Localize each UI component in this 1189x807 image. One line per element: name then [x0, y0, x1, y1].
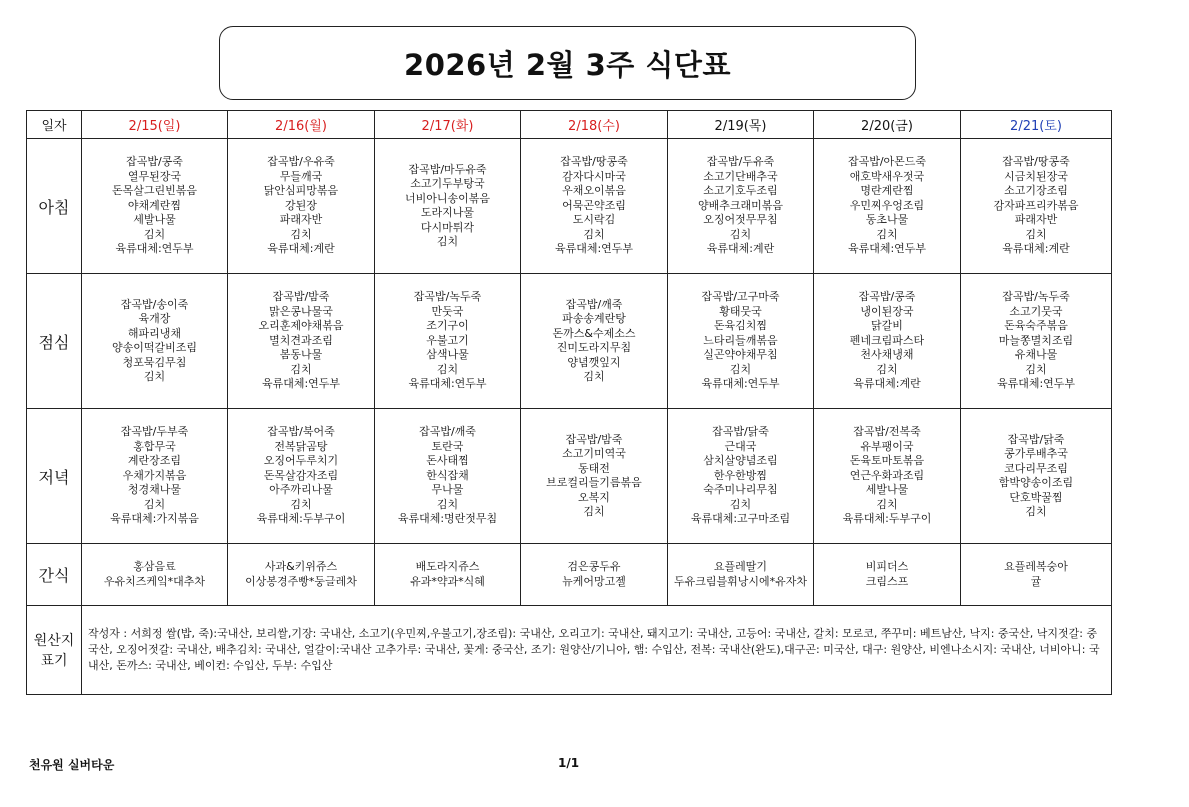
- menu-item: 육류대체:연두부: [996, 377, 1076, 391]
- snack-cell: [228, 544, 375, 606]
- menu-cell: [375, 274, 521, 409]
- menu-item: 연근우화과조림: [849, 468, 925, 482]
- menu-item: 무나물: [431, 483, 464, 497]
- menu-item: 냉이된장국: [860, 304, 914, 318]
- snack-cell: [375, 544, 521, 606]
- menu-item: 김치: [876, 362, 898, 376]
- menu-item: 잡곡밥/고구마죽: [701, 290, 780, 304]
- menu-item: 잡곡밥/전복죽: [853, 425, 921, 439]
- menu-item: 잡곡밥/콩죽: [126, 155, 183, 169]
- menu-item: 김치: [583, 505, 605, 518]
- menu-item: 멸치견과조림: [269, 333, 333, 347]
- menu-cell: [961, 274, 1112, 409]
- menu-item: 잡곡밥/북어죽: [267, 425, 335, 439]
- menu-item: 육류대체:연두부: [261, 377, 341, 391]
- menu-item: 육류대체:연두부: [847, 242, 927, 256]
- menu-item: 만둣국: [431, 304, 464, 318]
- menu-cell: [82, 409, 228, 544]
- date-label: 일자: [27, 111, 82, 139]
- origin-row: [27, 606, 1112, 695]
- snack-item: 비피더스: [865, 560, 909, 573]
- snack-cell: [814, 544, 961, 606]
- menu-cell: [814, 139, 961, 274]
- menu-cell: [82, 139, 228, 274]
- snack-item: 사과&키위쥬스: [264, 560, 338, 573]
- menu-item: 다시마튀각: [420, 220, 475, 234]
- menu-item: 육류대체:연두부: [554, 242, 634, 256]
- menu-item: 강된장: [285, 198, 317, 212]
- menu-item: 시금치된장국: [1004, 169, 1068, 183]
- snack-item: 유과*약과*식혜: [410, 574, 485, 588]
- menu-item: 도시락김: [572, 213, 616, 227]
- menu-item: 돈목살그린빈볶음: [111, 184, 197, 198]
- day-header: 2/18(수): [521, 111, 668, 139]
- menu-item: 청포묵김무침: [122, 355, 187, 369]
- menu-item: 소고기미역국: [562, 447, 626, 460]
- menu-item: 김치: [143, 227, 166, 241]
- menu-item: 세발나물: [865, 483, 909, 497]
- menu-item: 맑은콩나물국: [269, 304, 333, 318]
- menu-item: 황태뭇국: [719, 304, 762, 318]
- snack-item: 홍삼음료: [133, 560, 176, 573]
- day-header: 2/20(금): [814, 111, 961, 139]
- menu-item: 우채가지볶음: [122, 468, 187, 482]
- menu-item: 육류대체:계란: [706, 242, 775, 256]
- meal-label: 점심: [27, 274, 82, 409]
- snack-item: 뉴케어망고젤: [562, 574, 626, 588]
- day-header: 2/16(월): [228, 111, 375, 139]
- menu-item: 무들깨국: [279, 169, 323, 183]
- menu-cell: [228, 274, 375, 409]
- menu-item: 닭안심피망볶음: [263, 184, 339, 198]
- menu-table: [26, 110, 1112, 695]
- menu-item: 소고기뭇국: [1009, 304, 1063, 318]
- menu-item: 실곤약야채무침: [703, 348, 778, 362]
- menu-item: 김치: [1025, 227, 1047, 241]
- menu-item: 돈육숙주볶음: [1004, 319, 1068, 333]
- menu-cell: [961, 409, 1112, 544]
- snack-item: 배도라지쥬스: [415, 560, 480, 573]
- menu-item: 육류대체:연두부: [701, 377, 780, 391]
- menu-item: 우민찌우엉조림: [849, 198, 925, 212]
- menu-item: 육류대체:연두부: [115, 242, 194, 256]
- menu-item: 잡곡밥/아몬드죽: [847, 155, 927, 169]
- menu-item: 돈까스&수제소스: [552, 326, 636, 340]
- menu-item: 김치: [436, 362, 459, 376]
- menu-item: 소고기두부탕국: [410, 177, 485, 190]
- menu-item: 브로컬리들기름볶음: [546, 476, 642, 489]
- menu-item: 토란국: [431, 439, 464, 453]
- menu-item: 동초나물: [865, 213, 909, 227]
- menu-item: 돈사태찜: [426, 454, 469, 468]
- menu-item: 육류대체:고구마조림: [690, 512, 791, 526]
- menu-cell: [521, 409, 668, 544]
- menu-item: 감자파프리카볶음: [993, 198, 1079, 212]
- origin-label: 원산지 표기: [27, 606, 82, 695]
- menu-item: 코다리무조림: [1004, 461, 1068, 475]
- menu-item: 육류대체:명란젓무침: [397, 512, 498, 526]
- menu-cell: [814, 274, 961, 409]
- menu-item: 잡곡밥/밤죽: [272, 290, 330, 304]
- menu-item: 김치: [1025, 362, 1047, 376]
- menu-item: 돈목살감자조림: [263, 468, 339, 482]
- menu-item: 소고기단배추국: [703, 169, 778, 183]
- menu-item: 김치: [729, 227, 752, 241]
- menu-item: 열무된장국: [127, 169, 182, 183]
- menu-item: 김치: [143, 370, 166, 383]
- menu-item: 육개장: [138, 312, 171, 325]
- menu-item: 오리훈제야채볶음: [258, 319, 344, 333]
- menu-item: 전복닭곰탕: [274, 439, 328, 453]
- origin-text: 작성자 : 서희정 쌀(밥, 죽):국내산, 보리쌀,기장: 국내산, 소고기(우민찌,우불고기,장조림): 국내산, 오리고기: 국내산, 돼지고기: 국내산, 고등어: 국내산, 갈치: 모로코, 쭈꾸미: 베트남산, 낙지: 중국산, 낙지젓갈: 중국산, 오징어젓갈: 국내산, 배추김치: 국내산, 얼갈이:국내산 고추가루: 국내산, 꽃게: 중국산, 조기: 원양산/기니아, 햄: 수입산, 전복: 국내산(완도),대구곤: 미국산, 대구: 원양산, 비엔나소시지: 국내산, 너비아니: 국내산, 돈까스: 국내산, 베이컨: 수입산, 두부: 수입산: [82, 606, 1112, 695]
- menu-item: 삼색나물: [426, 348, 469, 362]
- menu-item: 봄동나물: [279, 348, 323, 362]
- facility-name: 천유원 실버타운: [29, 758, 115, 772]
- snack-item: 이상봉경주빵*둥글레차: [245, 574, 357, 588]
- menu-item: 육류대체:두부구이: [256, 512, 346, 526]
- menu-item: 너비아니송이볶음: [404, 191, 490, 205]
- menu-item: 김치: [143, 497, 166, 511]
- menu-item: 우불고기: [426, 333, 469, 347]
- menu-item: 함박양송이조림: [998, 476, 1074, 489]
- day-header: 2/17(화): [375, 111, 521, 139]
- menu-item: 김치: [729, 497, 752, 511]
- title-box: [219, 26, 916, 100]
- menu-item: 육류대체:두부구이: [842, 512, 932, 526]
- menu-item: 잡곡밥/녹두죽: [413, 290, 482, 304]
- menu-item: 김치: [436, 497, 459, 511]
- menu-item: 삼치살양념조림: [703, 454, 778, 468]
- menu-item: 도라지나물: [420, 206, 475, 219]
- menu-cell: [375, 139, 521, 274]
- menu-item: 아주까리나물: [269, 483, 333, 497]
- menu-item: 근대국: [724, 439, 757, 453]
- menu-item: 양배추크래미볶음: [697, 198, 783, 212]
- menu-item: 조기구이: [426, 319, 469, 333]
- menu-item: 잡곡밥/마두유죽: [408, 162, 487, 176]
- menu-item: 콩가루배추국: [1004, 447, 1068, 460]
- menu-cell: [961, 139, 1112, 274]
- snack-item: 요플레복숭아: [1004, 560, 1068, 573]
- menu-item: 잡곡밥/깨죽: [419, 425, 476, 439]
- menu-cell: [228, 409, 375, 544]
- snack-cell: [668, 544, 814, 606]
- snack-cell: [521, 544, 668, 606]
- menu-item: 명란계란찜: [860, 184, 914, 198]
- snack-item: 요플레딸기: [713, 560, 768, 573]
- menu-item: 김치: [290, 497, 312, 511]
- menu-item: 소고기장조림: [1004, 184, 1068, 198]
- menu-item: 파송송계란탕: [562, 312, 626, 325]
- day-header: 2/19(목): [668, 111, 814, 139]
- menu-item: 유채나물: [1014, 348, 1058, 362]
- menu-item: 잡곡밥/송이죽: [120, 297, 189, 311]
- header-row: [27, 111, 1112, 139]
- menu-cell: [521, 139, 668, 274]
- menu-item: 김치: [1025, 505, 1047, 518]
- menu-item: 김치: [583, 370, 605, 383]
- menu-cell: [228, 139, 375, 274]
- menu-cell: [375, 409, 521, 544]
- menu-cell: [668, 274, 814, 409]
- snack-row: [27, 544, 1112, 606]
- menu-item: 한식잡채: [426, 468, 469, 482]
- menu-item: 잡곡밥/닭죽: [1007, 432, 1065, 446]
- snack-label: 간식: [27, 544, 82, 606]
- menu-item: 김치: [876, 227, 898, 241]
- snack-cell: [82, 544, 228, 606]
- menu-item: 잡곡밥/닭죽: [712, 425, 769, 439]
- menu-item: 어묵곤약조림: [562, 198, 626, 212]
- page-title: 2026년 2월 3주 식단표: [404, 47, 731, 82]
- menu-item: 계란장조림: [127, 454, 182, 468]
- menu-item: 돈육김치찜: [713, 319, 768, 333]
- menu-cell: [82, 274, 228, 409]
- meal-label: 저녁: [27, 409, 82, 544]
- menu-cell: [521, 274, 668, 409]
- menu-item: 닭갈비: [871, 319, 903, 333]
- page-number: 1/1: [558, 756, 580, 770]
- menu-cell: [814, 409, 961, 544]
- menu-item: 잡곡밥/깨죽: [565, 297, 623, 311]
- menu-item: 육류대체:계란: [1002, 242, 1070, 256]
- menu-item: 잡곡밥/녹두죽: [1002, 290, 1070, 304]
- menu-item: 김치: [876, 497, 898, 511]
- menu-item: 김치: [436, 235, 459, 248]
- menu-item: 잡곡밥/두부죽: [120, 425, 189, 439]
- menu-item: 오징어젓무무침: [703, 213, 778, 227]
- meal-row: [27, 409, 1112, 544]
- menu-item: 김치: [290, 362, 312, 376]
- menu-item: 진미도라지무침: [556, 341, 632, 354]
- meal-row: [27, 274, 1112, 409]
- meal-label: 아침: [27, 139, 82, 274]
- menu-item: 숙주미나리무침: [703, 483, 778, 497]
- menu-item: 한우한방찜: [713, 468, 768, 482]
- menu-item: 잡곡밥/땅콩죽: [560, 155, 628, 169]
- snack-item: 우유치즈케잌*대추차: [103, 574, 206, 588]
- menu-item: 펜네크림파스타: [849, 333, 925, 347]
- menu-item: 돈육토마토볶음: [849, 454, 925, 468]
- snack-item: 귤: [1030, 574, 1042, 588]
- menu-cell: [668, 139, 814, 274]
- day-header: 2/21(토): [961, 111, 1112, 139]
- menu-item: 유부팽이국: [860, 439, 914, 453]
- snack-cell: [961, 544, 1112, 606]
- menu-item: 육류대체:계란: [267, 242, 335, 256]
- menu-item: 동태전: [578, 461, 610, 475]
- snack-item: 크림스프: [865, 574, 909, 588]
- menu-item: 양송이떡갈비조림: [111, 341, 197, 354]
- menu-item: 잡곡밥/콩죽: [858, 290, 916, 304]
- snack-item: 두유크림블휘낭시에*유자차: [674, 574, 808, 588]
- menu-item: 홍합무국: [133, 439, 176, 453]
- menu-item: 김치: [729, 362, 752, 376]
- menu-cell: [668, 409, 814, 544]
- menu-item: 육류대체:계란: [853, 377, 921, 391]
- day-header: 2/15(일): [82, 111, 228, 139]
- menu-item: 해파리냉채: [127, 326, 182, 340]
- menu-item: 세발나물: [133, 213, 176, 227]
- menu-item: 우채오이볶음: [562, 184, 626, 198]
- menu-item: 소고기호두조림: [703, 184, 778, 198]
- menu-item: 잡곡밥/밤죽: [565, 432, 623, 446]
- menu-item: 오복지: [578, 490, 610, 504]
- menu-item: 잡곡밥/두유죽: [706, 155, 775, 169]
- menu-item: 파래자반: [1014, 213, 1058, 227]
- menu-item: 양념깻잎지: [567, 355, 621, 369]
- menu-item: 파래자반: [279, 213, 323, 227]
- meal-row: [27, 139, 1112, 274]
- snack-item: 검은콩두유: [567, 560, 621, 573]
- menu-item: 감자다시마국: [562, 169, 626, 183]
- menu-item: 오징어두루치기: [263, 454, 339, 468]
- menu-item: 청경채나물: [127, 483, 182, 497]
- menu-item: 잡곡밥/우유죽: [267, 155, 335, 169]
- menu-item: 애호박새우젓국: [849, 169, 925, 183]
- menu-item: 김치: [583, 227, 605, 241]
- menu-item: 마늘쫑멸치조림: [998, 333, 1074, 347]
- menu-item: 육류대체:가지볶음: [110, 512, 199, 526]
- menu-item: 김치: [290, 227, 312, 241]
- menu-item: 느타리들깨볶음: [703, 333, 778, 347]
- menu-item: 단호박꿀찜: [1009, 490, 1063, 504]
- menu-item: 야채계란찜: [127, 198, 182, 212]
- menu-item: 잡곡밥/땅콩죽: [1002, 155, 1070, 169]
- menu-item: 육류대체:연두부: [408, 377, 487, 391]
- menu-item: 천사채냉채: [860, 348, 914, 362]
